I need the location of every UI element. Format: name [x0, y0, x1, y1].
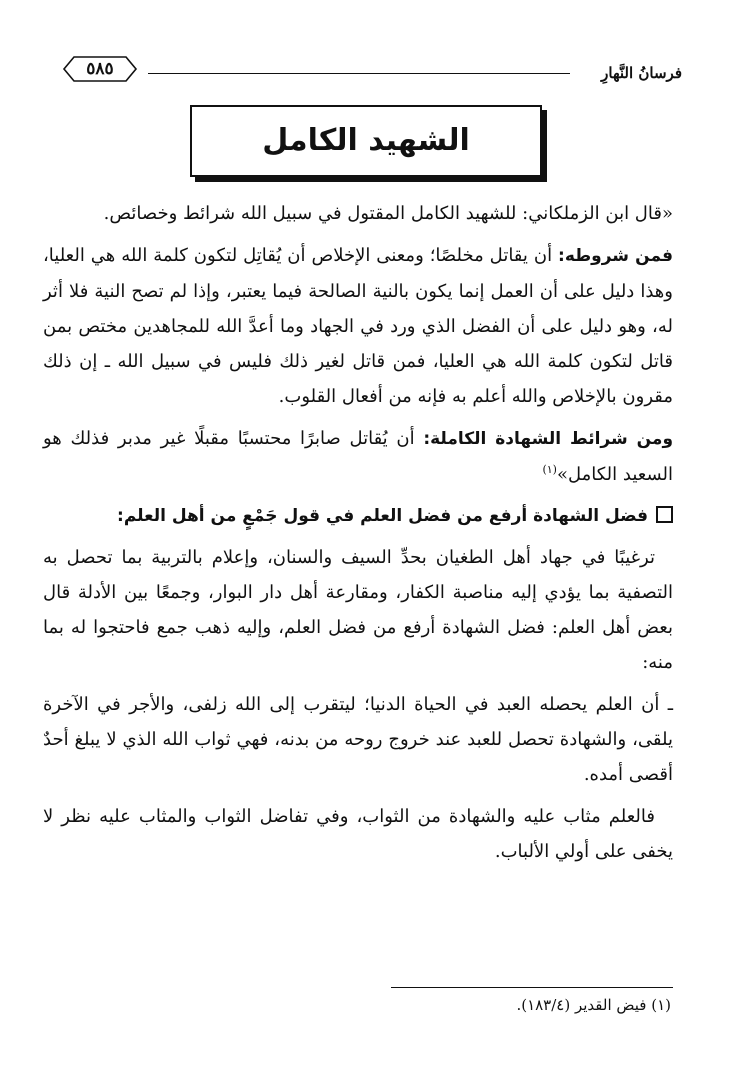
footnote: (١) فيض القدير (١٨٣/٤).	[516, 996, 671, 1014]
page-number-badge	[62, 55, 138, 83]
section-heading-text: فضل الشهادة أرفع من فضل العلم في قول جَمْعٍ من أهل العلم:	[117, 506, 648, 526]
paragraph-encouragement	[43, 540, 673, 680]
paragraph-argument	[43, 687, 673, 792]
complete-martyrdom-label: ومن شرائط الشهادة الكاملة:	[423, 429, 674, 449]
paragraph-conditions	[43, 238, 673, 414]
paragraph-intro-text: «قال ابن الزملكاني: للشهيد الكامل المقتول في سبيل الله شرائط وخصائص.	[103, 203, 673, 224]
paragraph-argument-text: ـ أن العلم يحصله العبد في الحياة الدنيا؛ ليتقرب إلى الله زلفى، والأجر في الآخرة يلقى، والشهادة تحصل للعبد عند خروج روحه من بدنه، فهي ثواب الله الذي لا يبلغ أحدٌ أقصى أمده.	[43, 694, 673, 785]
conditions-label: فمن شروطه:	[558, 246, 673, 266]
square-bullet-icon	[656, 506, 673, 523]
header-rule	[148, 73, 570, 74]
page-body	[43, 196, 673, 876]
section-heading	[43, 499, 673, 534]
footnote-ref: (١)	[542, 463, 557, 476]
paragraph-encouragement-text: ترغيبًا في جهاد أهل الطغيان بحدِّ السيف والسنان، وإعلام بالتربية بما تحصل به التصفية بما يؤدي إليه مناصبة الكفار، ومقارعة أهل دار البوار، وجمعًا بين الأدلة قال بعض أهل العلم: فضل الشهادة أرفع من فضل العلم، وإليه ذهب جمع فاحتجوا له بما منه:	[43, 547, 673, 673]
paragraph-complete-martyrdom	[43, 421, 673, 492]
page-number: ٥٨٥	[86, 59, 114, 79]
footnote-rule	[391, 987, 673, 988]
chapter-title: الشهيد الكامل	[190, 105, 542, 177]
running-book-title: فرسانُ النَّهارِ	[601, 64, 682, 82]
paragraph-conclusion	[43, 799, 673, 869]
paragraph-conclusion-text: فالعلم مثاب عليه والشهادة من الثواب، وفي تفاضل الثواب والمثاب عليه نظر لا يخفى على أولي الألباب.	[43, 806, 673, 862]
paragraph-intro	[43, 196, 673, 231]
complete-martyrdom-text: أن يُقاتل صابرًا محتسبًا مقبلًا غير مدبر فذلك هو السعيد الكامل»	[43, 428, 673, 485]
conditions-text: أن يقاتل مخلصًا؛ ومعنى الإخلاص أن يُقاتِل لتكون كلمة الله هي العليا، وهذا دليل على أن العمل إنما يكون بالنية الصالحة فيما يعتبر، وإذا لم تصح النية فلا أثر له، وهو دليل على أن الفضل الذي ورد في الجهاد وما أعدَّ الله للمجاهدين مختص بمن قاتل لتكون كلمة الله هي العليا، فمن قاتل لغير ذلك فليس في سبيل الله ـ إن ذلك مقرون بالإخلاص والله أعلم به فإنه من أفعال القلوب.	[43, 245, 673, 407]
page-header	[62, 50, 682, 90]
